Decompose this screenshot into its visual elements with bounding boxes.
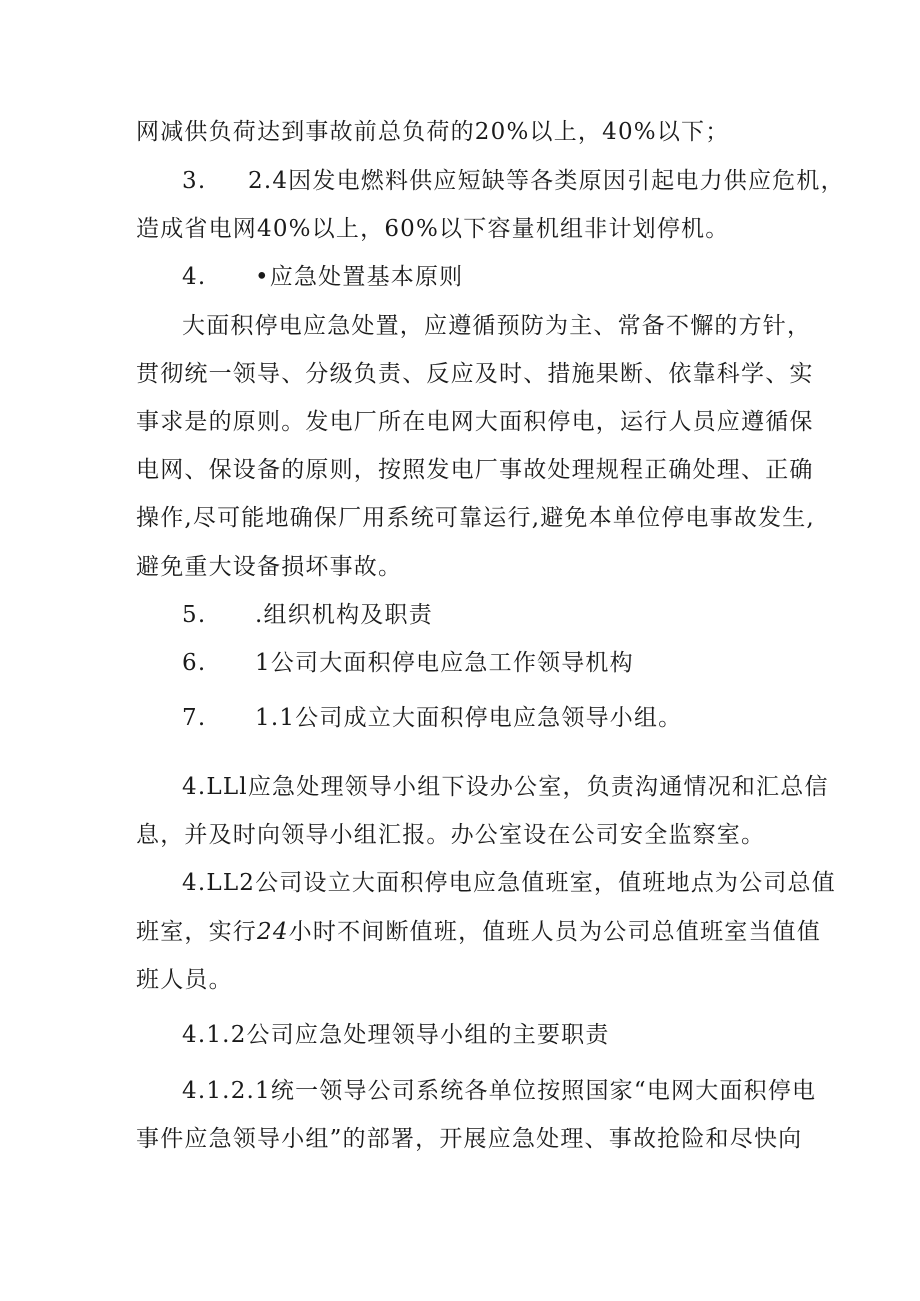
list-number: 7. — [182, 705, 207, 731]
text-fragment: 小时不间断值班，值班人员为公司总值班室当值值 — [288, 919, 822, 945]
list-number: 3. — [182, 168, 207, 194]
text-line: 4.1.2.1统一领导公司系统各单位按照国家“电网大面积停电 — [182, 1078, 817, 1104]
numbered-line — [182, 648, 796, 678]
list-number: 4. — [182, 264, 207, 290]
text-line: 班人员。 — [136, 967, 233, 993]
numbered-line — [182, 262, 796, 292]
text-line: 事求是的原则。发电厂所在电网大面积停电，运行人员应遵循保 — [136, 409, 814, 435]
numbered-line — [182, 166, 845, 196]
text-line: 2.4因发电燃料供应短缺等各类原因引起电力供应危机， — [248, 168, 845, 194]
text-line: 避免重大设备损坏事故。 — [136, 554, 403, 580]
text-line: 4.LL2公司设立大面积停电应急值班室，值班地点为公司总值 — [182, 870, 836, 896]
numbered-line — [182, 600, 796, 630]
text-line: 1.1公司成立大面积停电应急领导小组。 — [255, 705, 683, 731]
text-line: 造成省电网40%以上，60%以下容量机组非计划停机。 — [136, 216, 730, 242]
list-number: 6. — [182, 650, 207, 676]
text-line: 贯彻统一领导、分级负责、反应及时、措施果断、依靠科学、实 — [136, 361, 814, 387]
text-line: 电网、保设备的原则，按照发电厂事故处理规程正确处理、正确 — [136, 457, 814, 483]
text-line: 大面积停电应急处置，应遵循预防为主、常备不懈的方针， — [182, 313, 812, 339]
section-heading: 4.1.2公司应急处理领导小组的主要职责 — [182, 1022, 610, 1048]
text-line — [136, 917, 822, 947]
list-number: 5. — [182, 602, 207, 628]
section-heading: •应急处置基本原则 — [255, 264, 464, 290]
text-line: 息，并及时向领导小组汇报。办公室设在公司安全监察室。 — [136, 822, 766, 848]
numbered-line — [182, 703, 796, 733]
text-line: 4.LLl应急处理领导小组下设办公室，负责沟通情况和汇总信 — [182, 774, 829, 800]
text-line: 网减供负荷达到事故前总负荷的20%以上，40%以下； — [136, 119, 730, 145]
text-fragment: 班室，实行 — [136, 919, 257, 945]
section-heading: 1公司大面积停电应急工作领导机构 — [255, 650, 634, 676]
hours-number: 24 — [257, 919, 289, 945]
section-heading: .组织机构及职责 — [255, 602, 433, 628]
text-line: 事件应急领导小组”的部署，开展应急处理、事故抢险和尽快向 — [136, 1126, 803, 1152]
text-line: 操作,尽可能地确保厂用系统可靠运行,避免本单位停电事故发生, — [136, 505, 815, 531]
